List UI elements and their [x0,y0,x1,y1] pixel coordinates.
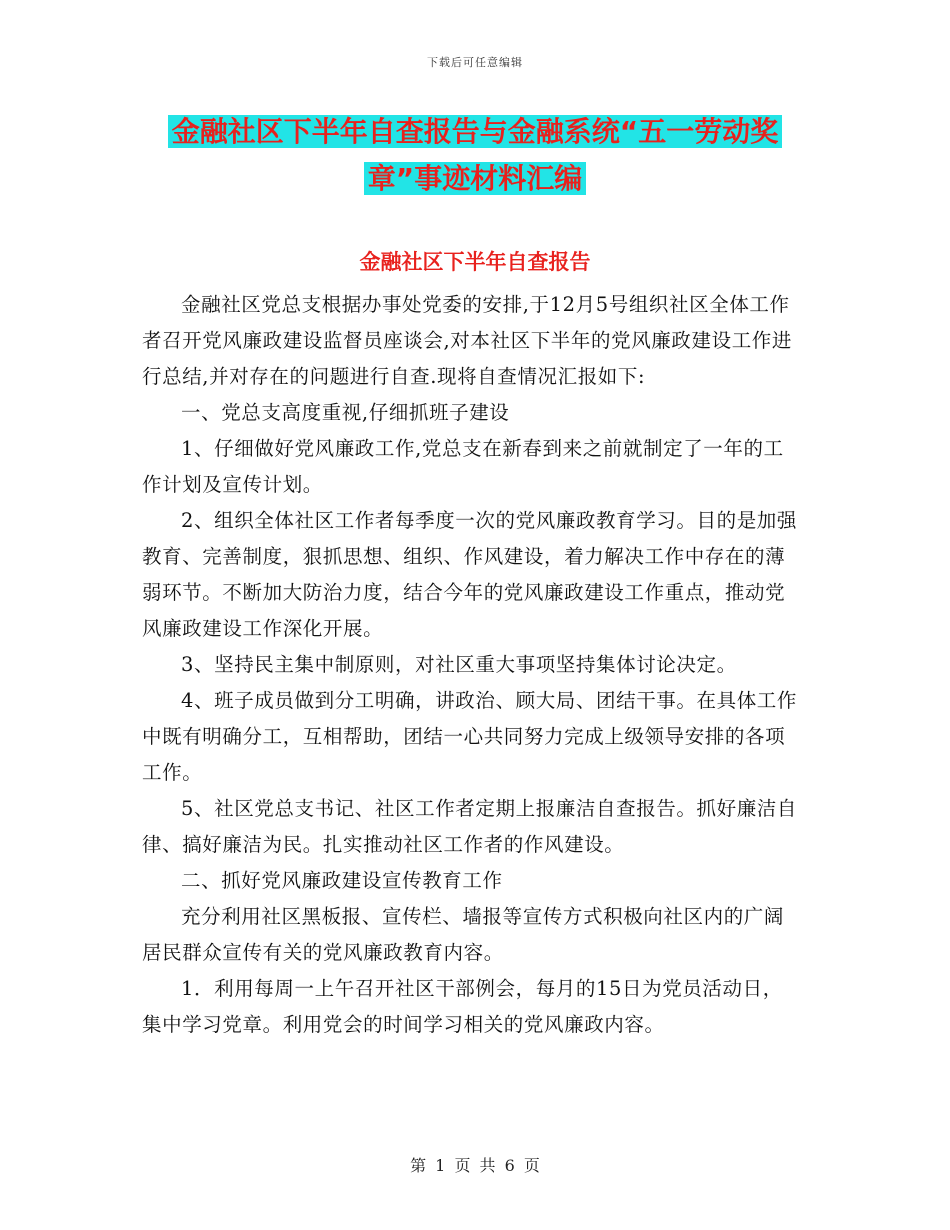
paragraph: 4、班子成员做到分工明确，讲政治、顾大局、团结干事。在具体工作中既有明确分工，互相帮助，团结一心共同努力完成上级领导安排的各项工作。 [142,689,798,784]
title-line-1: 金融社区下半年自查报告与金融系统“五一劳动奖 [168,115,782,148]
page-footer: 第 1 页 共 6 页 [410,1156,540,1175]
paragraph: 金融社区党总支根据办事处党委的安排,于12月5号组织社区全体工作者召开党风廉政建设监督员座谈会,对本社区下半年的党风廉政建设工作进行总结,并对存在的问题进行自查.现将自查情况汇报如下: [142,293,792,388]
paragraph: 一、党总支高度重视,仔细抓班子建设 [181,401,510,424]
paragraph: 2、组织全体社区工作者每季度一次的党风廉政教育学习。目的是加强教育、完善制度，狠抓思想、组织、作风建设，着力解决工作中存在的薄弱环节。不断加大防治力度，结合今年的党风廉政建设工作重点，推动党风廉政建设工作深化开展。 [142,509,798,640]
document-title [0,108,950,202]
paragraph: 1、仔细做好党风廉政工作,党总支在新春到来之前就制定了一年的工作计划及宣传计划。 [142,437,784,496]
paragraph: 二、抓好党风廉政建设宣传教育工作 [181,869,503,892]
page-header-note: 下载后可任意编辑 [427,56,523,69]
paragraph: 5、社区党总支书记、社区工作者定期上报廉洁自查报告。抓好廉洁自律、搞好廉洁为民。扎实推动社区工作者的作风建设。 [142,797,798,856]
document-body [142,287,802,1043]
paragraph: 1．利用每周一上午召开社区干部例会，每月的15日为党员活动日，集中学习党章。利用党会的时间学习相关的党风廉政内容。 [142,977,783,1036]
title-line-2: 章”事迹材料汇编 [364,162,586,195]
paragraph: 3、坚持民主集中制原则，对社区重大事项坚持集体讨论决定。 [181,653,737,676]
section-title: 金融社区下半年自查报告 [359,250,591,274]
paragraph: 充分利用社区黑板报、宣传栏、墙报等宣传方式积极向社区内的广阔居民群众宣传有关的党风廉政教育内容。 [142,905,785,964]
